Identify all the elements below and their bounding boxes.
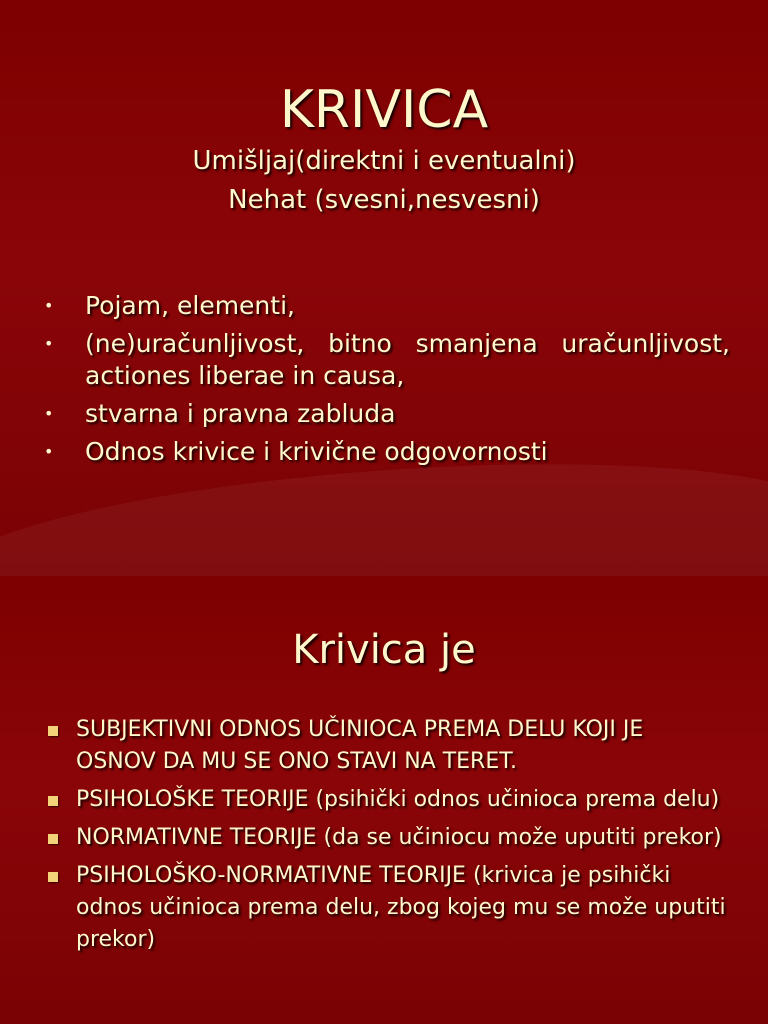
bullet-square-icon: [48, 726, 58, 736]
slide-1-bullet-list: [40, 290, 730, 474]
bullet-dot-icon: •: [44, 334, 54, 353]
slide-2-title: Krivica je: [292, 627, 476, 673]
list-item: [40, 328, 730, 392]
list-item: [46, 822, 726, 854]
bullet-text: stvarna i pravna zabluda: [85, 399, 396, 428]
list-item: [40, 398, 730, 430]
bullet-text: PSIHOLOŠKE TEORIJE (psihički odnos učinioca prema delu): [76, 787, 720, 812]
bullet-square-icon: [48, 796, 58, 806]
slide-2: [0, 576, 768, 1024]
slide-2-bullet-list: [46, 714, 726, 962]
bullet-text: Pojam, elementi,: [85, 291, 295, 320]
list-item: [40, 290, 730, 322]
list-item: [46, 860, 726, 956]
bullet-dot-icon: •: [44, 442, 54, 461]
list-item: [46, 714, 726, 778]
bullet-text: Odnos krivice i krivične odgovornosti: [85, 437, 548, 466]
bullet-text: PSIHOLOŠKO-NORMATIVNE TEORIJE (krivica je psihički odnos učinioca prema delu, zbog kojeg mu se može uputiti prekor): [76, 863, 726, 952]
slide-1-subtitle-line-1: Umišljaj(direktni i eventualni): [192, 146, 576, 176]
bullet-text: SUBJEKTIVNI ODNOS UČINIOCA PREMA DELU KOJI JE OSNOV DA MU SE ONO STAVI NA TERET.: [76, 717, 644, 774]
slide-1-subtitle-line-2: Nehat (svesni,nesvesni): [228, 185, 540, 215]
list-item: [46, 784, 726, 816]
bullet-text: NORMATIVNE TEORIJE (da se učiniocu može uputiti prekor): [76, 825, 722, 850]
bullet-dot-icon: •: [44, 404, 54, 423]
bullet-text: (ne)uračunljivost, bitno smanjena uračunljivost, actiones liberae in causa,: [85, 329, 730, 390]
slide-1-title: KRIVICA: [279, 80, 489, 140]
bullet-square-icon: [48, 872, 58, 882]
bullet-dot-icon: •: [44, 296, 54, 315]
bullet-square-icon: [48, 834, 58, 844]
list-item: [40, 436, 730, 468]
